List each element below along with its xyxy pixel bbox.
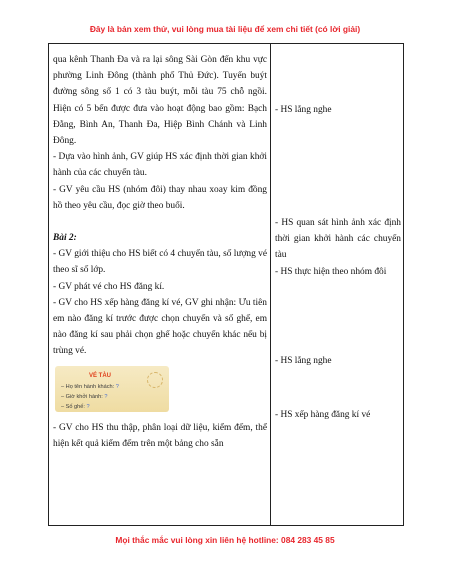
paragraph-hand-out-tickets: - GV phát vé cho HS đăng kí. [53,281,165,292]
paragraph-river-bus: qua kênh Thanh Đa và ra lại sông Sài Gòn đến khu vực phường Linh Đông (thành phố Thủ Đức). Tuyến buýt đường sông số 1 có 3 tàu buýt, mỗi tàu 75 chỗ ngồi. Hiện có 5 bến được đưa vào hoạt động bao gồm: Bạch Đằng, Bình An, Thanh Đa, Hiệp Bình Chánh và Linh Đông. [53,55,267,147]
paragraph-collect-data: - GV cho HS thu thập, phân loại dữ liệu, kiểm đếm, thể hiện kết quả kiểm đếm trên một bảng cho sẵn [53,422,267,449]
student-activities-column [275,44,401,525]
paragraph-four-trips: - GV giới thiệu cho HS biết có 4 chuyến tàu, số lượng vé theo sĩ số lớp. [53,249,267,276]
ticket-passenger-label: – Họ tên hành khách: [61,383,115,390]
student-pair-work: - HS thực hiện theo nhóm đôi [275,267,387,277]
hotline-banner: Mọi thắc mắc vui lòng xin liên hệ hotline: 084 283 45 85 [115,535,335,545]
student-queue: - HS xếp hàng đăng kí vé [275,410,371,420]
paragraph-queue-register: - GV cho HS xếp hàng đăng kí vé, GV ghi nhận: Ưu tiên em nào đăng kí trước được chọn chuyến và số ghế, em nào đăng kí sau phải chọn ghế hoặc chuyến khác nếu bị trùng vé. [53,297,267,357]
ticket-departure-label: – Giờ khởi hành: [61,393,103,400]
ticket-seat-label: – Số ghế: [61,403,85,410]
ticket-passenger-value: ? [115,383,119,390]
student-observe: - HS quan sát hình ảnh xác định thời gian khởi hành các chuyến tàu [275,218,401,261]
student-listen-2: - HS lắng nghe [275,356,332,366]
train-ticket-image [55,366,169,412]
exercise-2-title: Bài 2: [53,233,77,244]
paragraph-departure-time: - Dựa vào hình ảnh, GV giúp HS xác định thời gian khởi hành của các chuyến tàu. [53,152,267,179]
column-divider [270,44,271,525]
ticket-title: VÉ TÀU [88,372,111,379]
ticket-stamp-icon [147,372,163,388]
teacher-activities-column [53,52,267,452]
ticket-seat-value: ? [86,403,90,410]
ticket-seat-line [61,399,90,415]
preview-banner: Đây là bản xem thử, vui lòng mua tài liệu để xem chi tiết (có lời giải) [89,24,361,34]
ticket-departure-value: ? [104,393,108,400]
lesson-table [48,43,404,526]
student-listen-1: - HS lắng nghe [275,105,332,115]
paragraph-clock-pairs: - GV yêu cầu HS (nhóm đôi) thay nhau xoay kim đồng hồ theo yêu cầu, đọc giờ theo buổi. [53,184,267,211]
